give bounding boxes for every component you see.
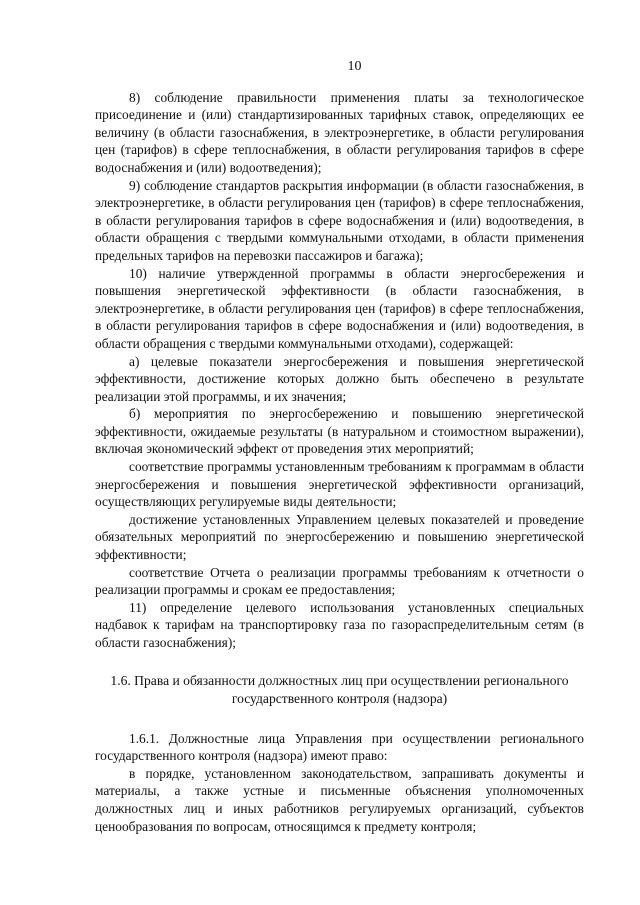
paragraph-targets-achievement: достижение установленных Управлением целевых показателей и проведение обязательных мероприятий по энергосбережению и повышению энергетической эффективности;: [95, 511, 584, 563]
paragraph-program-compliance: соответствие программы установленным требованиям к программам в области энергосбережения и повышения энергетической эффективности организаций, осуществляющих регулируемые виды деятельности;: [95, 459, 584, 510]
paragraph-subitem-a: а) целевые показатели энергосбережения и повышения энергетической эффективности, достижение которых должно быть обеспечено в результате реализации этой программы, и их значения;: [95, 353, 584, 404]
paragraph-right-request-documents: в порядке, установленном законодательством, запрашивать документы и материалы, а также устные и письменные объяснения уполномоченных должностных лиц и иных работников регулируемых организаций, субъектов ценообразования по вопросам, относящимся к предмету контроля;: [95, 765, 584, 834]
paragraph-item-8: 8) соблюдение правильности применения платы за технологическое присоединение и (или) стандартизированных тарифных ставок, определяющих ее величину (в области газоснабжения, в электроэнергетике, в области регулирования цен (тарифов) в сфере теплоснабжения, в области регулирования тарифов в сфере водоснабжения и (или) водоотведения);: [95, 89, 584, 175]
section-heading: 1.6. Права и обязанности должностных лиц при осуществлении регионального государственного контроля (надзора): [110, 672, 569, 706]
paragraph-report-compliance: соответствие Отчета о реализации программы требованиям к отчетности о реализации программы и срокам ее предоставления;: [95, 564, 584, 598]
paragraph-subitem-b: б) мероприятия по энергосбережению и повышению энергетической эффективности, ожидаемые результаты (в натуральном и стоимостном выражении), включая экономический эффект от проведения этих мероприятий;: [95, 406, 584, 457]
page-number: 10: [347, 59, 362, 74]
paragraph-item-11: 11) определение целевого использования установленных специальных надбавок к тарифам на транспортировку газа по газораспределительным сетям (в области газоснабжения);: [95, 599, 584, 650]
paragraph-item-9: 9) соблюдение стандартов раскрытия информации (в области газоснабжения, в электроэнергетике, в области регулирования цен (тарифов) в сфере теплоснабжения, в области регулирования тарифов в сфере водоснабжения и (или) водоотведения, в области обращения с твердыми коммунальными отходами, в области применения предельных тарифов на перевозки пассажиров и багажа);: [95, 177, 584, 263]
paragraph-item-10: 10) наличие утвержденной программы в области энергосбережения и повышения энергетической эффективности (в области газоснабжения, в электроэнергетике, в области регулирования цен (тарифов) в сфере теплоснабжения, в области регулирования тарифов в сфере водоснабжения и (или) водоотведения, в области обращения с твердыми коммунальными отходами), содержащей:: [95, 265, 584, 351]
paragraph-1-6-1: 1.6.1. Должностные лица Управления при осуществлении регионального государственного контроля (надзора) имеют право:: [95, 730, 584, 764]
